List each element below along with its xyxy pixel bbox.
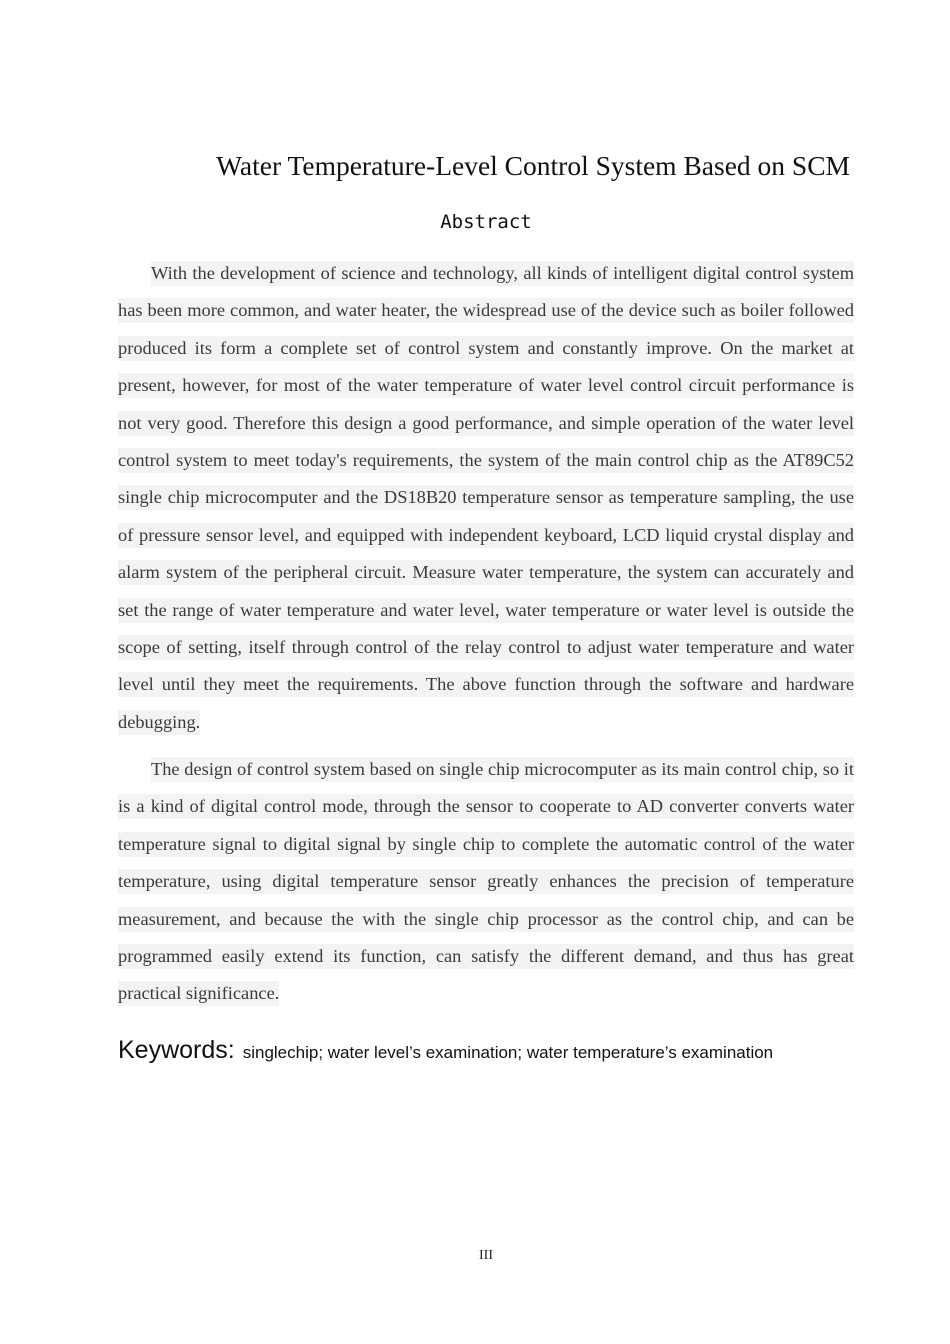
abstract-paragraph-2 bbox=[118, 751, 854, 1013]
abstract-paragraph-1-text: With the development of science and technology, all kinds of intelligent digital control system has been more common, and water heater, the widespread use of the device such as boiler followed produced its form a complete set of control system and constantly improve. On the market at present, however, for most of the water temperature of water level control circuit performance is not very good. Therefore this design a good performance, and simple operation of the water level control system to meet today's requirements, the system of the main control chip as the AT89C52 single chip microcomputer and the DS18B20 temperature sensor as temperature sampling, the use of pressure sensor level, and equipped with independent keyboard, LCD liquid crystal display and alarm system of the peripheral circuit. Measure water temperature, the system can accurately and set the range of water temperature and water level, water temperature or water level is outside the scope of setting, itself through control of the relay control to adjust water temperature and water level until they meet the requirements. The above function through the software and hardware debugging. bbox=[118, 261, 854, 735]
abstract-paragraph-2-text: The design of control system based on single chip microcomputer as its main control chip, so it is a kind of digital control mode, through the sensor to cooperate to AD converter converts water temperature signal to digital signal by single chip to complete the automatic control of the water temperature, using digital temperature sensor greatly enhances the precision of temperature measurement, and because the with the single chip processor as the control chip, and can be programmed easily extend its function, can satisfy the different demand, and thus has great practical significance. bbox=[118, 757, 854, 1006]
keywords-label: Keywords: bbox=[118, 1036, 235, 1064]
abstract-heading: Abstract bbox=[440, 211, 532, 233]
abstract-paragraph-1 bbox=[118, 255, 854, 741]
keywords-values: singlechip; water level’s examination; water temperature’s examination bbox=[242, 1043, 774, 1062]
page-number: III bbox=[479, 1248, 493, 1263]
keywords-line bbox=[118, 1036, 854, 1065]
document-title: Water Temperature-Level Control System Based on SCM bbox=[216, 150, 850, 181]
